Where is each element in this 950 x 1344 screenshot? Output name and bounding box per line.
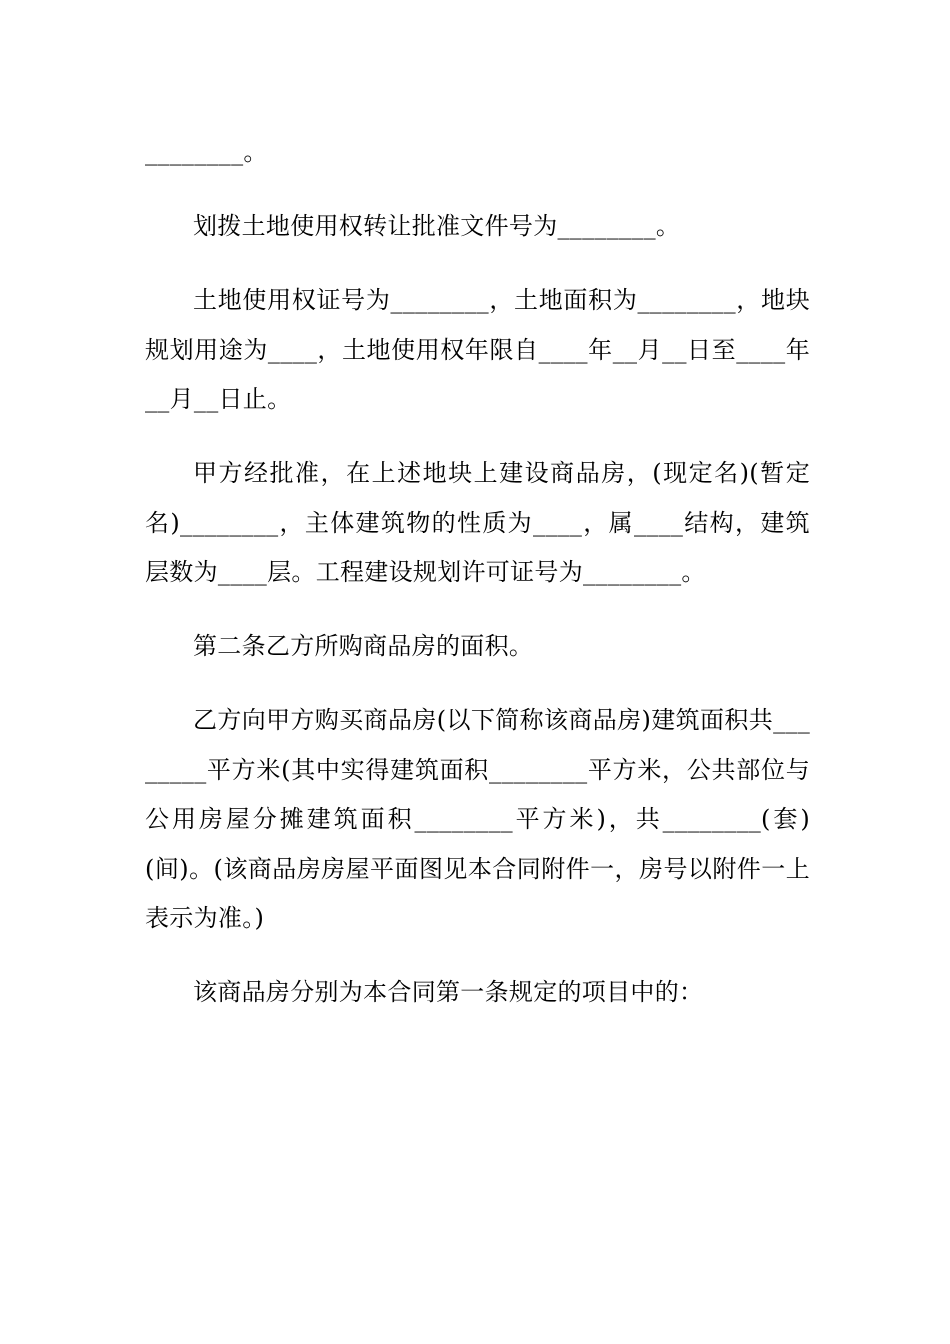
paragraph-area-details: 乙方向甲方购买商品房(以下简称该商品房)建筑面积共________平方米(其中实得建筑面积________平方米，公共部位与公用房屋分摊建筑面积________平方米)，共________(套)(间)。(该商品房房屋平面图见本合同附件一，房号以附件一上表示为准。) <box>145 706 810 932</box>
paragraph-building-info: 甲方经批准，在上述地块上建设商品房，(现定名)(暂定名)________，主体建筑物的性质为____，属____结构，建筑层数为____层。工程建设规划许可证号为________。 <box>145 459 810 586</box>
paragraph-land-certificate: 土地使用权证号为________，土地面积为________，地块规划用途为____，土地使用权年限自____年__月__日至____年__月__日止。 <box>145 286 810 413</box>
paragraph-transfer-approval: 划拨土地使用权转让批准文件号为________。 <box>193 212 681 240</box>
paragraph-project-items: 该商品房分别为本合同第一条规定的项目中的： <box>193 978 704 1006</box>
paragraph-blank-end: ________。 <box>145 138 268 166</box>
document-body <box>145 128 810 1042</box>
article-two-heading: 第二条乙方所购商品房的面积。 <box>193 632 534 660</box>
